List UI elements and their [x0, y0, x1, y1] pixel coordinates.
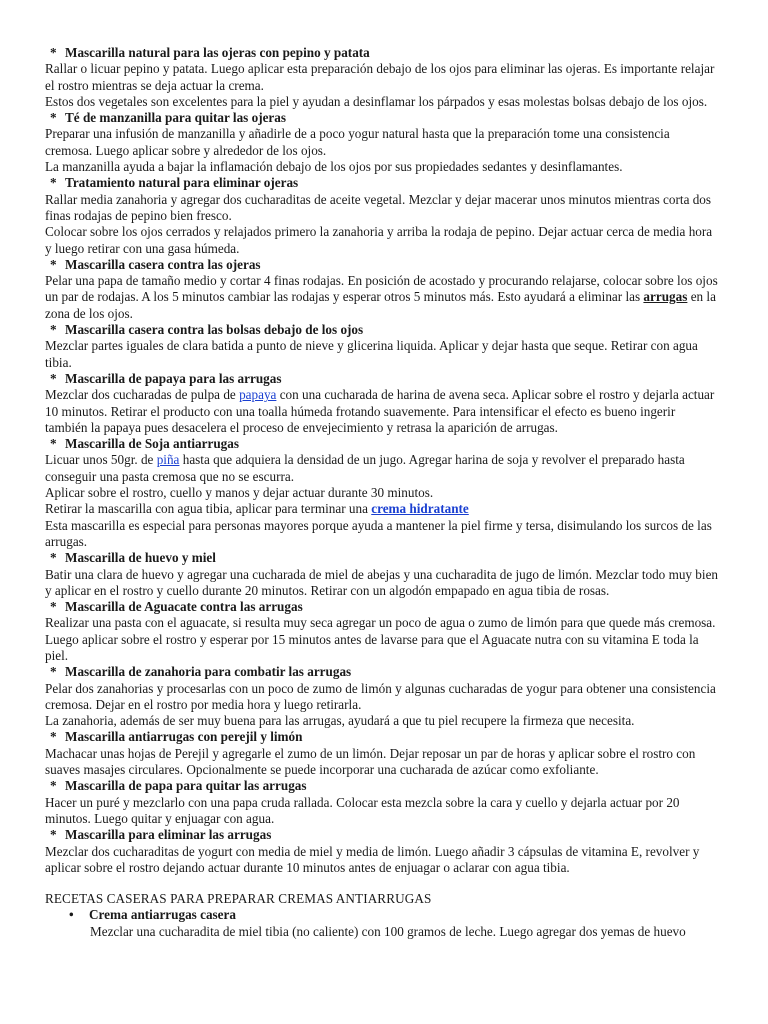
recipe-heading: * Mascarilla de Aguacate contra las arrugas	[50, 599, 303, 615]
recipe-paragraph: Pelar una papa de tamaño medio y cortar 4 finas rodajas. En posición de acostado y procurando relajarse, colocar sobre los ojos un par de rodajas. A los 5 minutos cambiar las rodajas y esperar otros 5 minutos más. Esto ayudará a eliminar las arrugas en la zona de los ojos.	[45, 273, 718, 321]
recipe-heading: * Tratamiento natural para eliminar ojeras	[50, 175, 299, 191]
recipe-paragraph: Mezclar dos cucharadas de pulpa de papaya con una cucharada de harina de avena seca. Aplicar sobre el rostro y dejarla actuar 10 minutos. Retirar el producto con una toalla húmeda frotando suavemente. Para intensificar el efecto es bueno ingerir también la papaya pues desacelera el proceso de envejecimiento y retrasa la aparición de arrugas.	[45, 387, 715, 435]
recipe-heading: * Mascarilla casera contra las bolsas debajo de los ojos	[50, 322, 364, 338]
recipe-paragraph: Colocar sobre los ojos cerrados y relajados primero la zanahoria y arriba la rodaja de pepino. Dejar actuar cerca de media hora y luego retirar con una gasa húmeda.	[45, 224, 713, 256]
star-bullet-icon: *	[50, 550, 57, 566]
section-item-heading: • Crema antiarrugas casera	[69, 907, 236, 923]
star-bullet-icon: *	[50, 664, 57, 680]
recipe-paragraph: Realizar una pasta con el aguacate, si resulta muy seca agregar un poco de agua o zumo de limón para que quede más cremosa. Luego aplicar sobre el rostro y esperar por 15 minutos antes de lavarse para que el Aguacate nutra con su vitamina E toda la piel.	[45, 615, 716, 663]
star-bullet-icon: *	[50, 370, 57, 386]
pina-link[interactable]: piña	[156, 452, 180, 468]
star-bullet-icon: *	[50, 436, 57, 452]
star-bullet-icon: *	[50, 322, 57, 338]
recipe-paragraph: Mezclar dos cucharaditas de yogurt con media de miel y media de limón. Luego añadir 3 cápsulas de vitamina E, revolver y aplicar sobre el rostro dejando actuar durante 10 minutos antes de enjuagar o aclarar con agua tibia.	[45, 843, 700, 875]
recipe-heading: * Mascarilla natural para las ojeras con pepino y patata	[50, 45, 370, 60]
recipe-paragraph: Rallar media zanahoria y agregar dos cucharaditas de aceite vegetal. Mezclar y dejar macerar unos minutos mientras corta dos finas rodajas de pepino bien fresco.	[45, 191, 712, 223]
star-bullet-icon: *	[50, 729, 57, 745]
recipe-paragraph: Esta mascarilla es especial para personas mayores porque ayuda a mantener la piel firme y tersa, disimulando los surcos de las arrugas.	[45, 517, 712, 549]
recipe-heading: * Mascarilla para eliminar las arrugas	[50, 827, 272, 843]
recipe-paragraph: Pelar dos zanahorias y procesarlas con un poco de zumo de limón y algunas cucharadas de yogur para obtener una consistencia cremosa. Dejar en el rostro por media hora y luego retirarla.	[45, 680, 716, 712]
recipe-paragraph: Rallar o licuar pepino y patata. Luego aplicar esta preparación debajo de los ojos para eliminar las ojeras. Es importante relajar el rostro mientras se deja actuar la crema.	[45, 61, 715, 93]
recipe-paragraph: Licuar unos 50gr. de piña hasta que adquiera la densidad de un jugo. Agregar harina de soja y revolver el preparado hasta conseguir una pasta cremosa que no se escurra.	[45, 452, 685, 484]
recipe-paragraph: Preparar una infusión de manzanilla y añadirle de a poco yogur natural hasta que la preparación tome una consistencia cremosa. Luego aplicar sobre y alrededor de los ojos.	[45, 126, 670, 158]
recipe-heading: * Mascarilla de zanahoria para combatir las arrugas	[50, 664, 352, 680]
recipe-heading: * Mascarilla de Soja antiarrugas	[50, 436, 239, 452]
recipe-paragraph: Batir una clara de huevo y agregar una cucharada de miel de abejas y una cucharadita de jugo de limón. Mezclar todo muy bien y aplicar en el rostro y cuello durante 20 minutos. Retirar con un algodón empapado en agua tibia de rosas.	[45, 566, 719, 598]
recipe-paragraph: Mezclar partes iguales de clara batida a punto de nieve y glicerina liquida. Aplicar y dejar hasta que seque. Retirar con agua tibia.	[45, 338, 698, 370]
section-item-text: Mezclar una cucharadita de miel tibia (no caliente) con 100 gramos de leche. Luego agregar dos yemas de huevo	[90, 923, 686, 939]
star-bullet-icon: *	[50, 827, 57, 843]
recipe-heading: * Té de manzanilla para quitar las ojeras	[50, 110, 287, 126]
recipe-heading: * Mascarilla de huevo y miel	[50, 550, 216, 566]
recipe-paragraph: La manzanilla ayuda a bajar la inflamación debajo de los ojos por sus propiedades sedantes y desinflamantes.	[45, 159, 623, 175]
recipe-paragraph: Hacer un puré y mezclarlo con una papa cruda rallada. Colocar esta mezcla sobre la cara y cuello y dejarla actuar por 20 minutos. Luego quitar y enjuagar con agua.	[45, 794, 680, 826]
recipe-paragraph: La zanahoria, además de ser muy buena para las arrugas, ayudará a que tu piel recupere la firmeza que necesita.	[45, 713, 635, 729]
crema-hidratante-link[interactable]: crema hidratante	[371, 501, 469, 517]
arrugas-link[interactable]: arrugas	[643, 289, 688, 305]
recipe-paragraph: Aplicar sobre el rostro, cuello y manos y dejar actuar durante 30 minutos.	[45, 485, 434, 501]
star-bullet-icon: *	[50, 110, 57, 126]
recipe-paragraph: Machacar unas hojas de Perejil y agregarle el zumo de un limón. Dejar reposar un par de horas y aplicar sobre el rostro con suaves masajes circulares. Opcionalmente se puede incorporar una cucharada de azúcar como exfoliante.	[45, 745, 696, 778]
section-title: RECETAS CASERAS PARA PREPARAR CREMAS ANTIARRUGAS	[45, 891, 432, 907]
bullet-icon: •	[69, 907, 74, 923]
recipe-heading: * Mascarilla casera contra las ojeras	[50, 256, 261, 272]
star-bullet-icon: *	[50, 778, 57, 794]
star-bullet-icon: *	[50, 256, 57, 272]
recipe-paragraph: Estos dos vegetales son excelentes para la piel y ayudan a desinflamar los párpados y esas molestas bolsas debajo de los ojos.	[45, 93, 708, 109]
recipe-heading: * Mascarilla de papaya para las arrugas	[50, 370, 282, 386]
star-bullet-icon: *	[50, 175, 57, 191]
papaya-link[interactable]: papaya	[239, 387, 277, 403]
recipe-heading: * Mascarilla de papa para quitar las arrugas	[50, 778, 307, 794]
document-page	[45, 45, 720, 940]
recipe-heading: * Mascarilla antiarrugas con perejil y limón	[50, 729, 303, 745]
star-bullet-icon: *	[50, 45, 57, 60]
recipe-paragraph: Retirar la mascarilla con agua tibia, aplicar para terminar una crema hidratante	[45, 501, 469, 517]
star-bullet-icon: *	[50, 599, 57, 615]
